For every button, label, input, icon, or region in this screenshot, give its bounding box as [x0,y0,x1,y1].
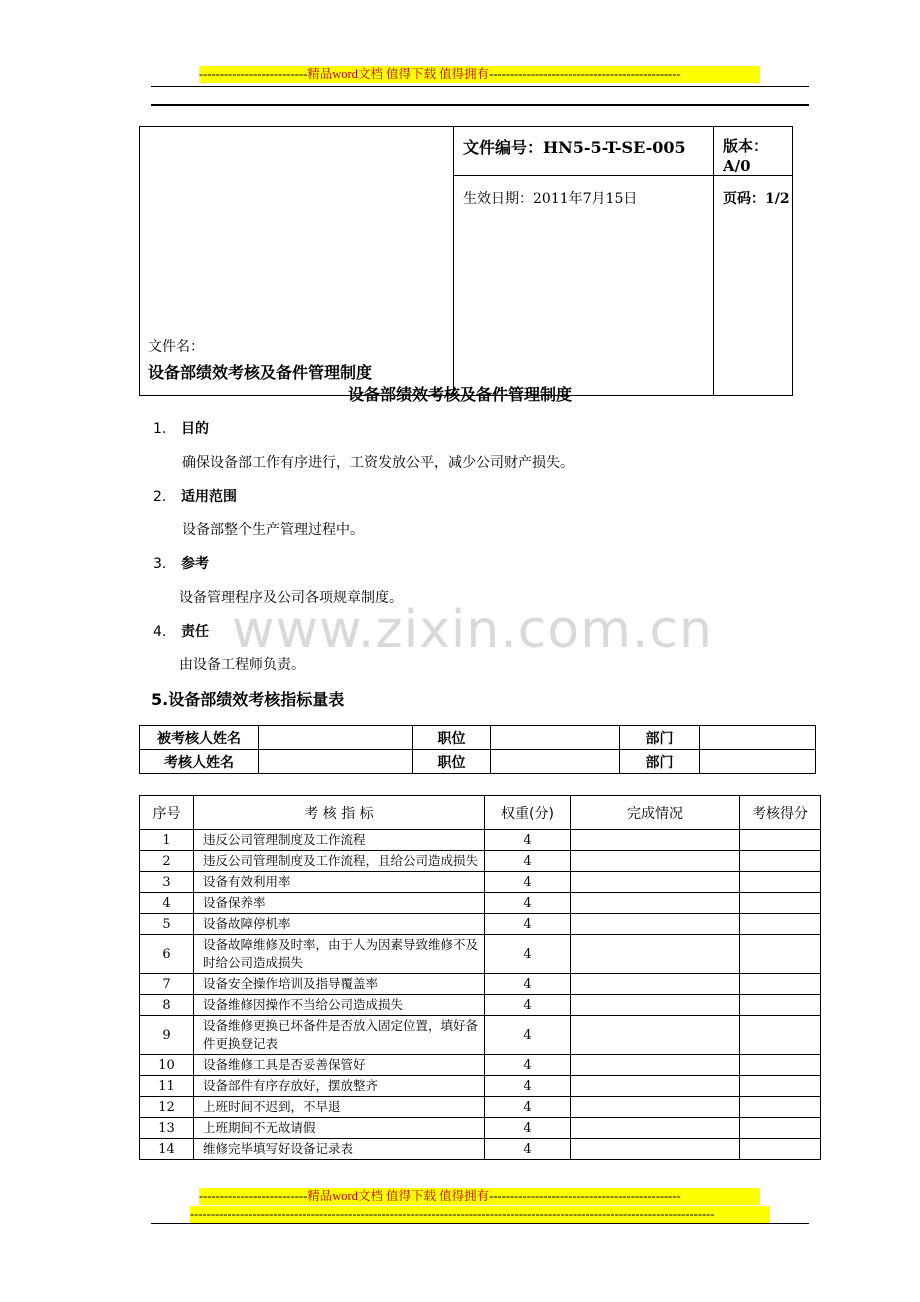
doc-number: 文件编号：HN5-5-T-SE-005 [463,138,686,157]
table-row [140,1016,821,1055]
row-number: 5 [140,914,194,935]
table-row [140,893,821,914]
doc-number-cell [454,127,714,176]
score-cell[interactable] [740,1076,821,1097]
weight-value: 4 [485,1016,571,1055]
table-row [140,1076,821,1097]
assessor-name-field[interactable] [259,750,413,774]
assessee-position-label: 职位 [413,726,491,750]
completion-cell[interactable] [571,851,740,872]
weight-value: 4 [485,893,571,914]
completion-cell[interactable] [571,974,740,995]
completion-cell[interactable] [571,830,740,851]
table-row [140,935,821,974]
score-cell[interactable] [740,974,821,995]
completion-cell[interactable] [571,1118,740,1139]
bottom-banner-dashes: ------------------------------------------------------------------------------------------------------------------------------ [190,1206,770,1223]
top-rule-double [151,104,809,106]
section-3-body: 设备管理程序及公司各项规章制度。 [179,590,403,606]
banner-dashes: -------------------------- [199,67,308,81]
weight-value: 4 [485,1097,571,1118]
table-row [140,830,821,851]
banner-text: 精品word文档 值得下载 值得拥有 [307,67,490,81]
table-row [140,1118,821,1139]
completion-cell[interactable] [571,935,740,974]
document-title: 设备部绩效考核及备件管理制度 [347,385,572,404]
section-2-heading: 2. 适用范围 [153,489,237,505]
score-cell[interactable] [740,1016,821,1055]
assessor-dept-field[interactable] [700,750,816,774]
row-number: 12 [140,1097,194,1118]
file-name: 设备部绩效考核及备件管理制度 [148,363,373,382]
file-name-cell [140,127,454,396]
banner-dashes: ---------------------------------------------- [489,67,681,81]
weight-value: 4 [485,935,571,974]
indicator-text: 设备故障维修及时率，由于人为因素导致维修不及时给公司造成损失 [194,935,485,974]
assessor-dept-label: 部门 [620,750,700,774]
indicator-text: 设备维修因操作不当给公司造成损失 [194,995,485,1016]
col-header-indicator: 考 核 指 标 [194,796,485,830]
page-cell [714,176,793,396]
row-number: 8 [140,995,194,1016]
col-header-completion: 完成情况 [571,796,740,830]
score-cell[interactable] [740,935,821,974]
completion-cell[interactable] [571,914,740,935]
version: 版本：A/0 [723,137,769,175]
weight-value: 4 [485,851,571,872]
indicator-text: 设备有效利用率 [194,872,485,893]
indicator-text: 维修完毕填写好设备记录表 [194,1139,485,1160]
effective-date-cell [454,176,714,396]
bottom-banner [199,1188,760,1205]
assessee-info-table [139,725,816,774]
section-5-heading: 5.设备部绩效考核指标量表 [151,690,345,709]
indicator-text: 上班时间不迟到，不早退 [194,1097,485,1118]
completion-cell[interactable] [571,1016,740,1055]
row-number: 7 [140,974,194,995]
section-1-body: 确保设备部工作有序进行，工资发放公平，减少公司财产损失。 [182,455,574,471]
document-header-table [139,126,793,396]
weight-value: 4 [485,872,571,893]
section-2-body: 设备部整个生产管理过程中。 [182,522,364,538]
col-header-no: 序号 [140,796,194,830]
assessor-position-label: 职位 [413,750,491,774]
watermark: www.zixin.com.cn [232,600,713,660]
top-banner [199,66,760,83]
banner-text: 精品word文档 值得下载 值得拥有 [307,1189,490,1203]
row-number: 10 [140,1055,194,1076]
row-number: 11 [140,1076,194,1097]
table-row [140,1097,821,1118]
score-cell[interactable] [740,830,821,851]
version-cell [714,127,793,176]
banner-dashes: ---------------------------------------------- [489,1189,681,1203]
section-1-heading: 1. 目的 [153,421,209,437]
score-cell[interactable] [740,1139,821,1160]
completion-cell[interactable] [571,995,740,1016]
indicator-text: 设备保养率 [194,893,485,914]
section-3-heading: 3. 参考 [153,556,209,572]
weight-value: 4 [485,974,571,995]
assessee-dept-field[interactable] [700,726,816,750]
completion-cell[interactable] [571,893,740,914]
row-number: 9 [140,1016,194,1055]
weight-value: 4 [485,995,571,1016]
assessor-name-label: 考核人姓名 [140,750,259,774]
row-number: 6 [140,935,194,974]
completion-cell[interactable] [571,1097,740,1118]
row-number: 13 [140,1118,194,1139]
score-cell[interactable] [740,1055,821,1076]
weight-value: 4 [485,1055,571,1076]
bottom-rule [151,1223,809,1224]
indicator-text: 违反公司管理制度及工作流程，且给公司造成损失 [194,851,485,872]
score-cell[interactable] [740,914,821,935]
indicator-text: 违反公司管理制度及工作流程 [194,830,485,851]
table-row [140,995,821,1016]
indicator-text: 设备故障停机率 [194,914,485,935]
file-name-label: 文件名： [148,339,204,355]
assessee-dept-label: 部门 [620,726,700,750]
row-number: 14 [140,1139,194,1160]
assessee-name-field[interactable] [259,726,413,750]
table-row [140,1139,821,1160]
table-row [140,1055,821,1076]
page-number: 页码：1/2 [723,191,790,207]
indicator-text: 上班期间不无故请假 [194,1118,485,1139]
effective-date: 生效日期：2011年7月15日 [463,191,638,207]
completion-cell[interactable] [571,1076,740,1097]
table-row [140,872,821,893]
table-row [140,974,821,995]
indicator-text: 设备维修更换已坏备件是否放入固定位置，填好备件更换登记表 [194,1016,485,1055]
score-cell[interactable] [740,1118,821,1139]
top-rule [151,86,809,87]
score-cell[interactable] [740,995,821,1016]
weight-value: 4 [485,1076,571,1097]
completion-cell[interactable] [571,1055,740,1076]
score-cell[interactable] [740,893,821,914]
banner-dashes: -------------------------- [199,1189,308,1203]
row-number: 2 [140,851,194,872]
completion-cell[interactable] [571,872,740,893]
score-cell[interactable] [740,1097,821,1118]
indicator-text: 设备部件有序存放好，摆放整齐 [194,1076,485,1097]
assessor-position-field[interactable] [491,750,620,774]
weight-value: 4 [485,830,571,851]
section-4-body: 由设备工程师负责。 [179,657,305,673]
weight-value: 4 [485,1118,571,1139]
indicator-text: 设备安全操作培训及指导覆盖率 [194,974,485,995]
weight-value: 4 [485,1139,571,1160]
col-header-score: 考核得分 [740,796,821,830]
completion-cell[interactable] [571,1139,740,1160]
row-number: 3 [140,872,194,893]
row-number: 4 [140,893,194,914]
table-row [140,914,821,935]
score-cell[interactable] [740,851,821,872]
assessee-position-field[interactable] [491,726,620,750]
indicator-text: 设备维修工具是否妥善保管好 [194,1055,485,1076]
col-header-weight: 权重(分) [485,796,571,830]
kpi-score-table [139,795,821,1160]
weight-value: 4 [485,914,571,935]
score-cell[interactable] [740,872,821,893]
row-number: 1 [140,830,194,851]
assessee-name-label: 被考核人姓名 [140,726,259,750]
section-4-heading: 4. 责任 [153,624,209,640]
table-row [140,851,821,872]
